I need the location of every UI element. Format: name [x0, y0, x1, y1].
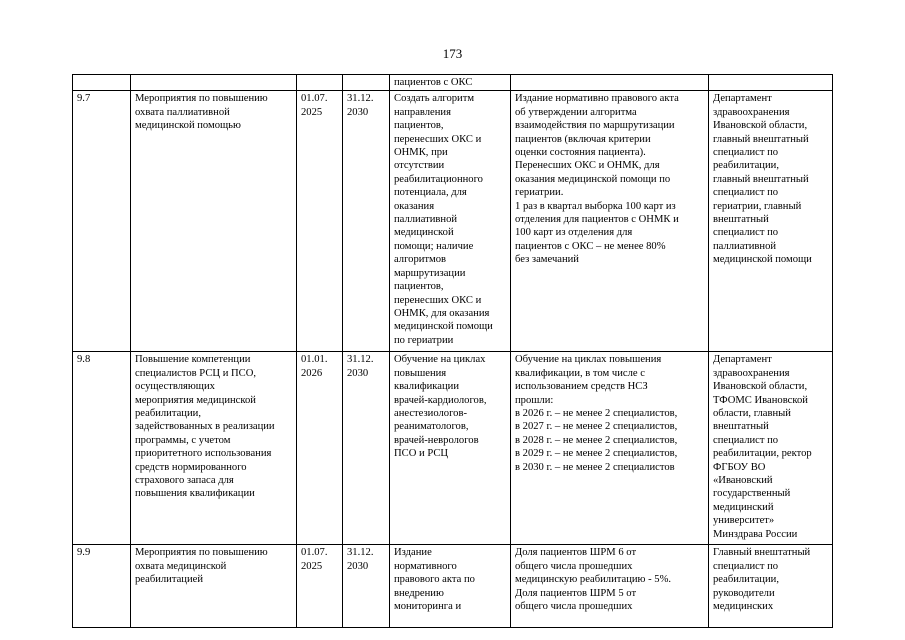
- cell-result: [511, 75, 709, 91]
- cell-end-date: 31.12. 2030: [343, 91, 390, 352]
- cell-number: [73, 75, 131, 91]
- cell-responsible: Главный внештатный специалист по реабилитации, руководители медицинских: [709, 545, 833, 628]
- cell-activity: Мероприятия по повышению охвата медицинской реабилитацией: [131, 545, 297, 628]
- page-number: 173: [442, 46, 463, 61]
- cell-responsible: Департамент здравоохранения Ивановской области, ТФОМС Ивановской области, главный внештатный специалист по реабилитации, ректор ФГБОУ ВО «Ивановский государственный медицинский университет» Минздрава России: [709, 352, 833, 545]
- cell-end-date: 31.12. 2030: [343, 545, 390, 628]
- cell-start-date: 01.01. 2026: [297, 352, 343, 545]
- cell-result: Обучение на циклах повышения квалификации, в том числе с использованием средств НСЗ прошли: в 2026 г. – не менее 2 специалистов, в 2027 г. – не менее 2 специалистов, в 2028 г. – не менее 2 специалистов, в 2029 г. – не менее 2 специалистов, в 2030 г. – не менее 2 специалистов: [511, 352, 709, 545]
- table-row: [73, 75, 833, 91]
- cell-number: 9.9: [73, 545, 131, 628]
- table-row: [73, 352, 833, 545]
- cell-content: Создать алгоритм направления пациентов, перенесших ОКС и ОНМК, при отсутствии реабилитационного потенциала, для оказания паллиативной медицинской помощи; наличие алгоритмов маршрутизации пациентов, перенесших ОКС и ОНМК, для оказания медицинской помощи по гериатрии: [390, 91, 511, 352]
- cell-start-date: [297, 75, 343, 91]
- cell-result: Издание нормативно правового акта об утверждении алгоритма взаимодействия по маршрутизации пациентов (включая критерии оценки состояния пациента). Перенесших ОКС и ОНМК, для оказания медицинской помощи по гериатрии. 1 раз в квартал выборка 100 карт из отделения для пациентов с ОНМК и 100 карт из отделения для пациентов с ОКС – не менее 80% без замечаний: [511, 91, 709, 352]
- cell-content: пациентов с ОКС: [390, 75, 511, 91]
- cell-content: Обучение на циклах повышения квалификации врачей-кардиологов, анестезиологов- реаниматологов, врачей-неврологов ПСО и РСЦ: [390, 352, 511, 545]
- cell-activity: Повышение компетенции специалистов РСЦ и ПСО, осуществляющих мероприятия медицинской реабилитации, задействованных в реализации программы, с учетом приоритетного использования средств нормированного страхового запаса для повышения квалификации: [131, 352, 297, 545]
- cell-responsible: [709, 75, 833, 91]
- cell-end-date: 31.12. 2030: [343, 352, 390, 545]
- cell-activity: Мероприятия по повышению охвата паллиативной медицинской помощью: [131, 91, 297, 352]
- cell-number: 9.8: [73, 352, 131, 545]
- cell-start-date: 01.07. 2025: [297, 545, 343, 628]
- cell-number: 9.7: [73, 91, 131, 352]
- cell-end-date: [343, 75, 390, 91]
- cell-responsible: Департамент здравоохранения Ивановской области, главный внештатный специалист по реабилитации, главный внештатный специалист по гериатрии, главный внештатный специалист по паллиативной медицинской помощи: [709, 91, 833, 352]
- cell-result: Доля пациентов ШРМ 6 от общего числа прошедших медицинскую реабилитацию - 5%. Доля пациентов ШРМ 5 от общего числа прошедших: [511, 545, 709, 628]
- cell-activity: [131, 75, 297, 91]
- table-row: [73, 91, 833, 352]
- plan-table: [72, 74, 833, 628]
- table-row: [73, 545, 833, 628]
- cell-start-date: 01.07. 2025: [297, 91, 343, 352]
- cell-content: Издание нормативного правового акта по внедрению мониторинга и: [390, 545, 511, 628]
